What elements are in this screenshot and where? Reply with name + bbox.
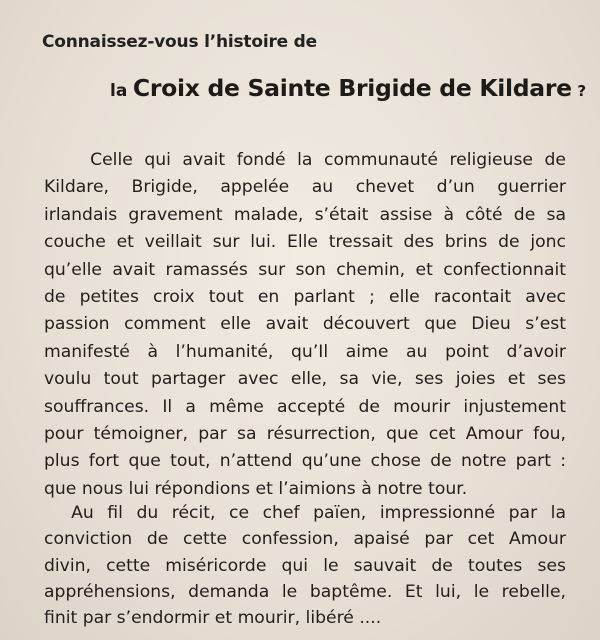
text-line: que nous lui répondions et l’aimions à notre tour.	[44, 478, 468, 499]
heading-prefix: la	[110, 81, 128, 101]
text-line: souffrances. Il a même accepté de mourir injustement	[44, 396, 566, 417]
heading-line-1: Connaissez-vous l’histoire de	[42, 32, 317, 52]
heading-question-mark: ?	[577, 82, 587, 100]
text-line: voulu tout partager avec elle, sa vie, ses joies et ses	[44, 369, 566, 390]
paragraph-2	[44, 500, 566, 629]
text-line: couche et veillait sur lui. Elle tressait des brins de jonc	[44, 232, 566, 253]
text-line: divin, cette miséricorde qui le sauvait de toutes ses	[44, 555, 566, 576]
text-line: Au fil du récit, ce chef païen, impressionné par la	[44, 503, 566, 523]
text-line: passion comment elle avait découvert que Dieu s’est	[44, 314, 566, 335]
heading-title: Croix de Sainte Brigide de Kildare	[132, 74, 572, 102]
heading-line-2	[110, 74, 586, 102]
text-line: conviction de cette confession, apaisé par cet Amour	[44, 529, 566, 550]
text-line: de petites croix tout en parlant ; elle racontait avec	[44, 286, 566, 307]
text-line: plus fort que tout, n’attend qu’une chose de notre part :	[44, 451, 566, 472]
text-line: irlandais gravement malade, s’était assise à côté de sa	[44, 204, 566, 225]
text-line: pour témoigner, par sa résurrection, que cet Amour fou,	[44, 423, 566, 444]
text-line: appréhensions, demanda le baptême. Et lui, le rebelle,	[44, 581, 566, 602]
text-line: Celle qui avait fondé la communauté religieuse de	[44, 150, 566, 170]
text-line: qu’elle avait ramassés sur son chemin, et confectionnait	[44, 259, 566, 280]
paragraph-1	[44, 147, 566, 503]
text-line: finit par s’endormir et mourir, libéré ....	[44, 608, 382, 629]
text-line: manifesté à l’humanité, qu’Il aime au point d’avoir	[44, 341, 566, 362]
text-line: Kildare, Brigide, appelée au chevet d’un guerrier	[44, 177, 566, 198]
